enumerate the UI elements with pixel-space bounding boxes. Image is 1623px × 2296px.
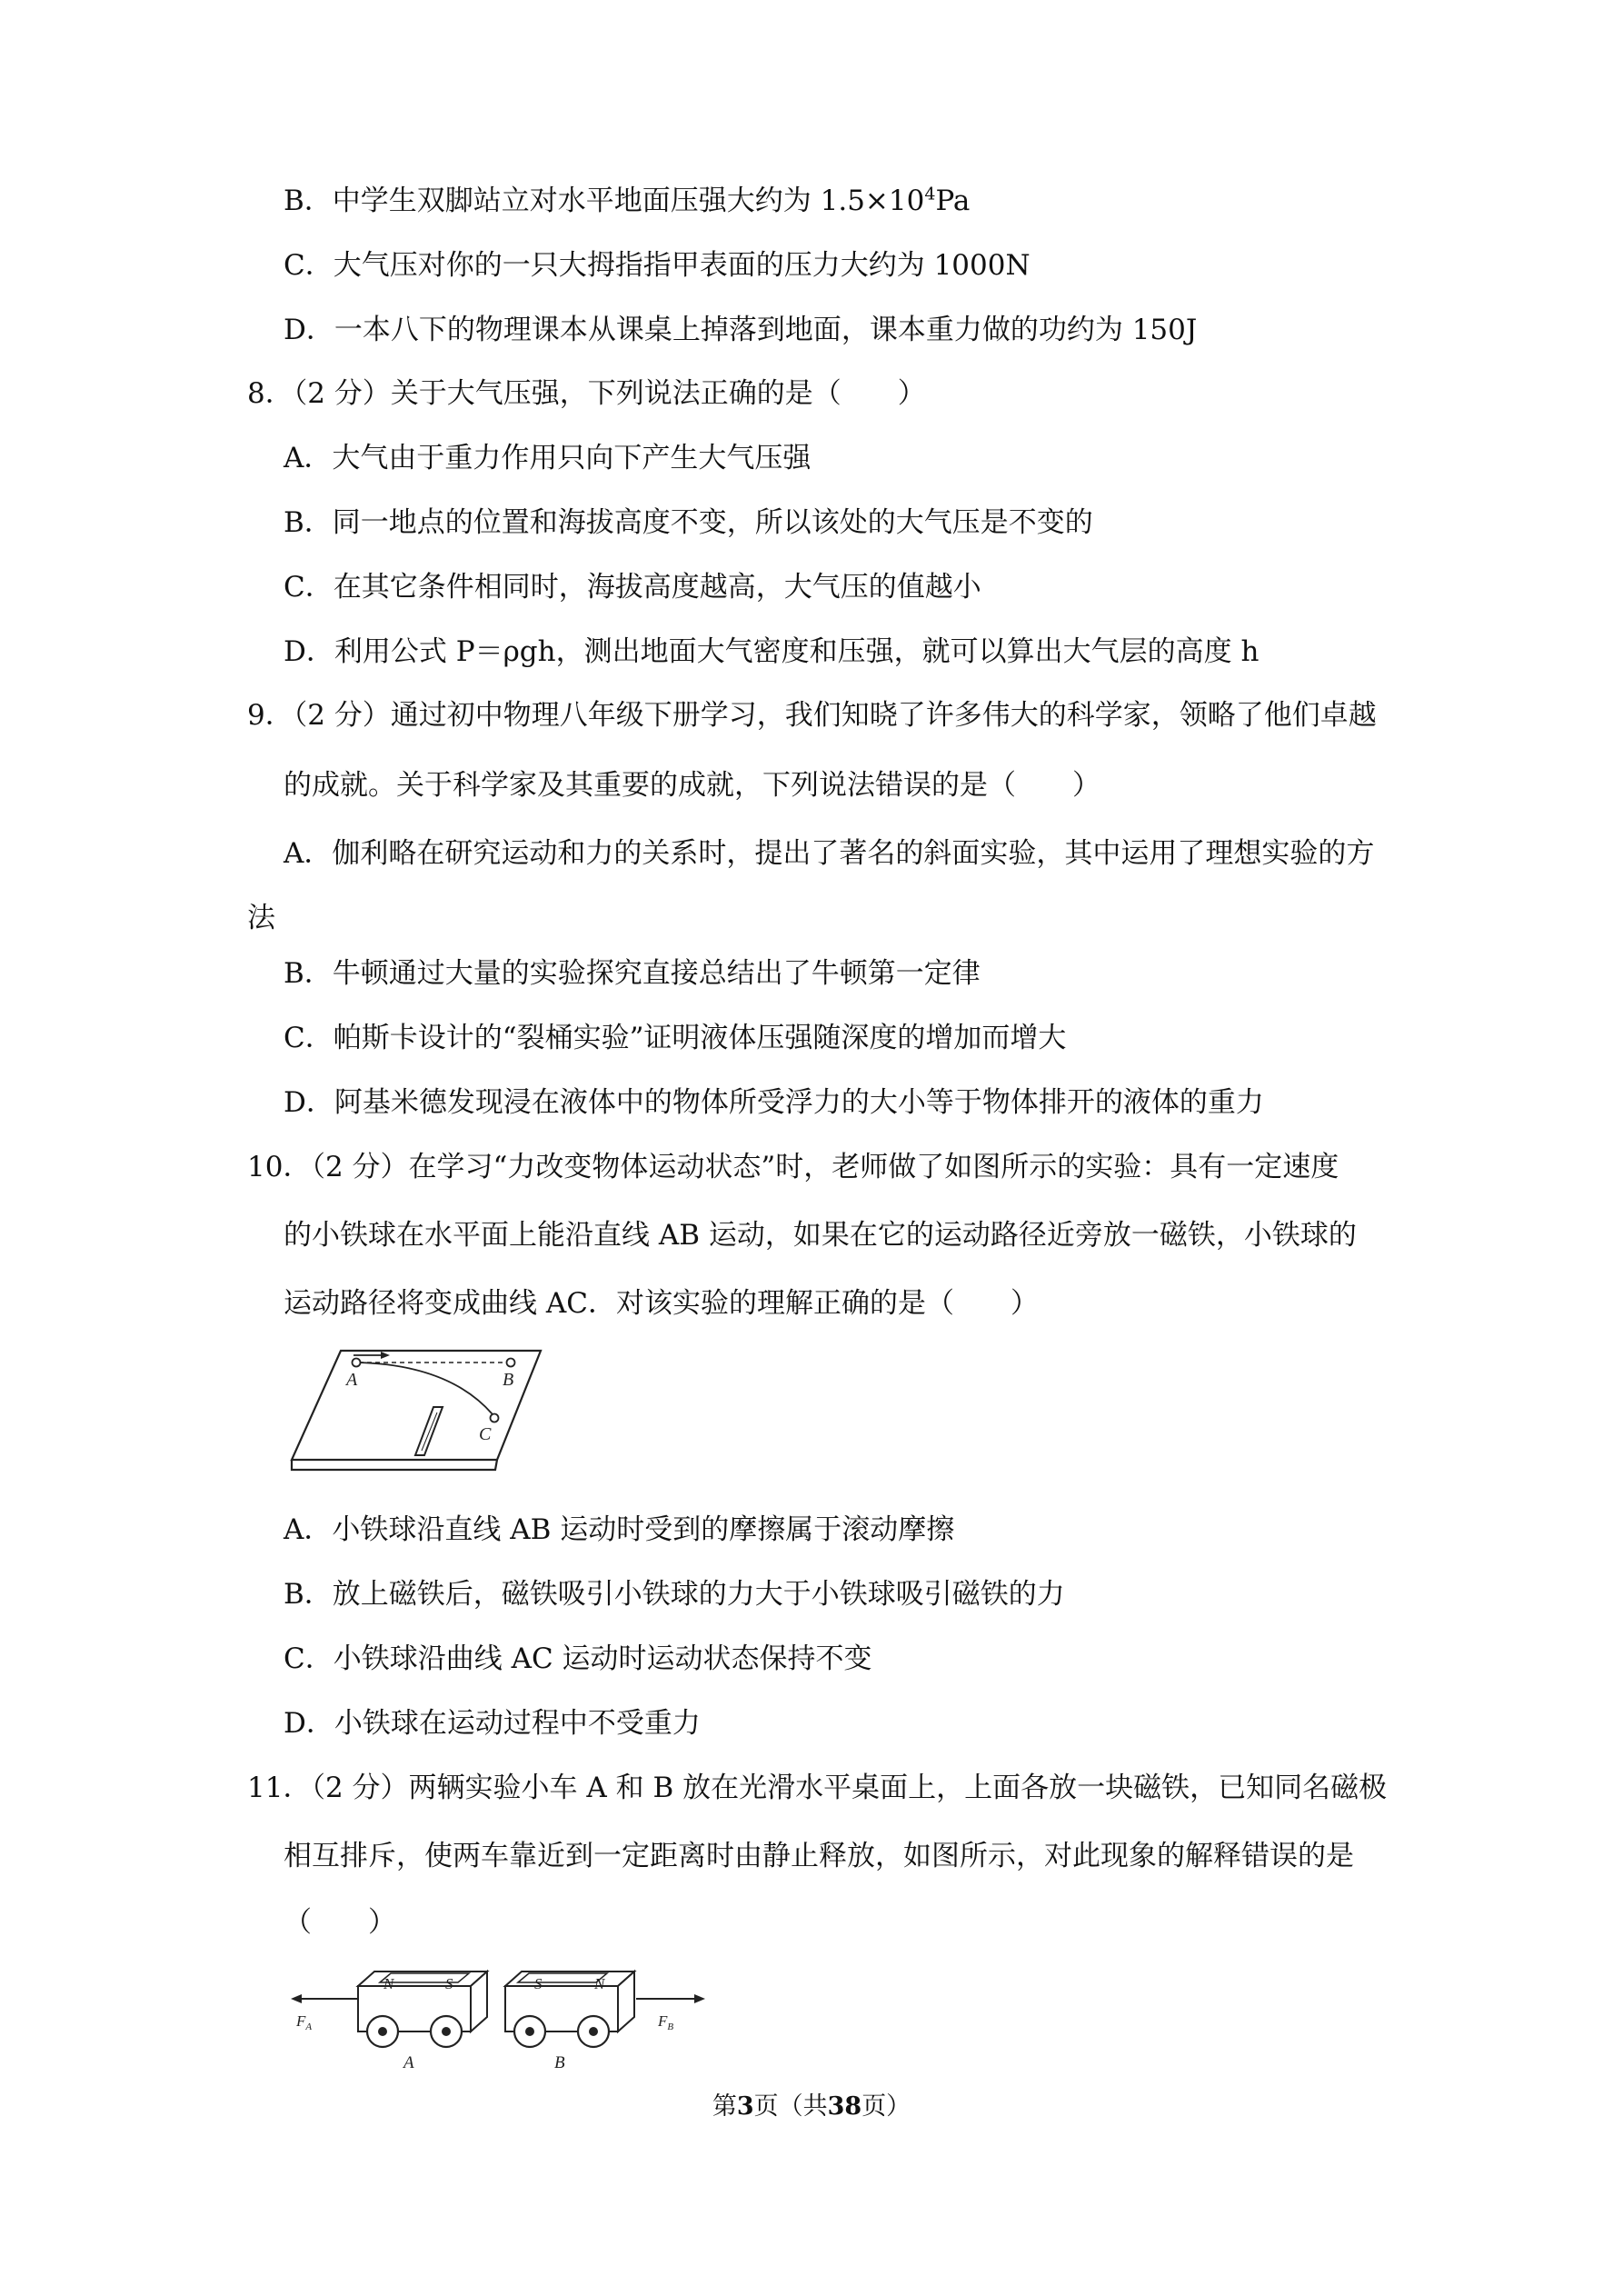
q10-option-d: D．小铁球在运动过程中不受重力 <box>284 1707 701 1740</box>
board-top <box>292 1351 541 1460</box>
q8-option-a: A．大气由于重力作用只向下产生大气压强 <box>284 442 812 474</box>
fig-label-a: A <box>346 1370 358 1390</box>
q7-option-b: B．中学生双脚站立对水平地面压强大约为 $1.5\times 10^4Pa$ <box>284 184 971 217</box>
q10-stem-line3: 运动路径将变成曲线 AC．对该实验的理解正确的是（ ） <box>284 1287 1039 1320</box>
q9-option-d: D．阿基米德发现浸在液体中的物体所受浮力的大小等于物体排开的液体的重力 <box>284 1086 1264 1119</box>
q10-stem-line1: 10．（2 分）在学习“力改变物体运动状态”时，老师做了如图所示的实验：具有一定速度 <box>247 1151 1339 1183</box>
force-arrowhead-b <box>694 1994 705 2003</box>
cart-label-a: A <box>403 2053 414 2072</box>
q9-option-a-line1: A．伽利略在研究运动和力的关系时，提出了著名的斜面实验，其中运用了理想实验的方 <box>284 837 1375 870</box>
fig-label-b: B <box>503 1370 514 1390</box>
pole-n-cart-a: N <box>383 1975 394 1992</box>
q11-stem-line2: 相互排斥，使两车靠近到一定距离时由静止释放，如图所示，对此现象的解释错误的是 <box>284 1840 1354 1872</box>
q11-stem-line1: 11．（2 分）两辆实验小车 A 和 B 放在光滑水平桌面上，上面各放一块磁铁，已知同名磁极 <box>247 1772 1388 1804</box>
q8-option-b: B．同一地点的位置和海拔高度不变，所以该处的大气压是不变的 <box>284 506 1093 539</box>
q8-option-c: C．在其它条件相同时，海拔高度越高，大气压的值越小 <box>284 571 981 604</box>
q9-stem-line1: 9．（2 分）通过初中物理八年级下册学习，我们知晓了许多伟大的科学家，领略了他们卓越 <box>247 699 1377 732</box>
q11-stem-line3: （ ） <box>284 1906 396 1939</box>
q7-option-c: C．大气压对你的一只大拇指指甲表面的压力大约为 1000N <box>284 249 1031 282</box>
q8-stem: 8．（2 分）关于大气压强，下列说法正确的是（ ） <box>247 377 926 410</box>
cart-a <box>358 1972 487 2047</box>
force-arrowhead-a <box>291 1994 302 2003</box>
q9-option-c: C．帕斯卡设计的“裂桶实验”证明液体压强随深度的增加而增大 <box>284 1022 1067 1054</box>
force-label-a: $F_A$ <box>296 2012 313 2032</box>
cart-b <box>505 1972 634 2047</box>
q10-option-b: B．放上磁铁后，磁铁吸引小铁球的力大于小铁球吸引磁铁的力 <box>284 1578 1065 1611</box>
ball-b <box>507 1359 515 1367</box>
q7-option-d: D．一本八下的物理课本从课桌上掉落到地面，课本重力做的功约为 150J <box>284 314 1198 346</box>
q10-option-c: C．小铁球沿曲线 AC 运动时运动状态保持不变 <box>284 1642 872 1675</box>
pole-n-cart-b: N <box>594 1975 605 1992</box>
page-number: 3 <box>736 2092 754 2121</box>
page-total: 38 <box>827 2092 862 2121</box>
fig-label-c: C <box>479 1424 492 1444</box>
magnet-ball-path-figure <box>286 1345 550 1477</box>
q9-option-a-line2: 法 <box>247 902 275 934</box>
board-edge <box>292 1460 497 1470</box>
q9-option-b: B．牛顿通过大量的实验探究直接总结出了牛顿第一定律 <box>284 957 981 990</box>
pole-s-cart-a: S <box>445 1975 453 1992</box>
ball-a <box>353 1359 361 1367</box>
path-ac <box>359 1363 493 1414</box>
velocity-arrowhead <box>381 1352 390 1359</box>
page-footer: 第3页（共38页） <box>712 2092 911 2121</box>
q10-option-a: A．小铁球沿直线 AB 运动时受到的摩擦属于滚动摩擦 <box>284 1513 955 1546</box>
q9-stem-line2: 的成就。关于科学家及其重要的成就，下列说法错误的是（ ） <box>284 769 1100 802</box>
pole-s-cart-b: S <box>534 1975 543 1992</box>
q10-stem-line2: 的小铁球在水平面上能沿直线 AB 运动，如果在它的运动路径近旁放一磁铁，小铁球的 <box>284 1219 1357 1252</box>
cart-label-b: B <box>554 2053 565 2072</box>
force-label-b: $F_B$ <box>658 2012 674 2032</box>
magnet-bar <box>415 1407 443 1455</box>
magnet-carts-figure <box>291 1959 709 2072</box>
ball-c <box>491 1414 499 1423</box>
q8-option-d: D．利用公式 P＝ρgh，测出地面大气密度和压强，就可以算出大气层的高度 h <box>284 635 1260 668</box>
